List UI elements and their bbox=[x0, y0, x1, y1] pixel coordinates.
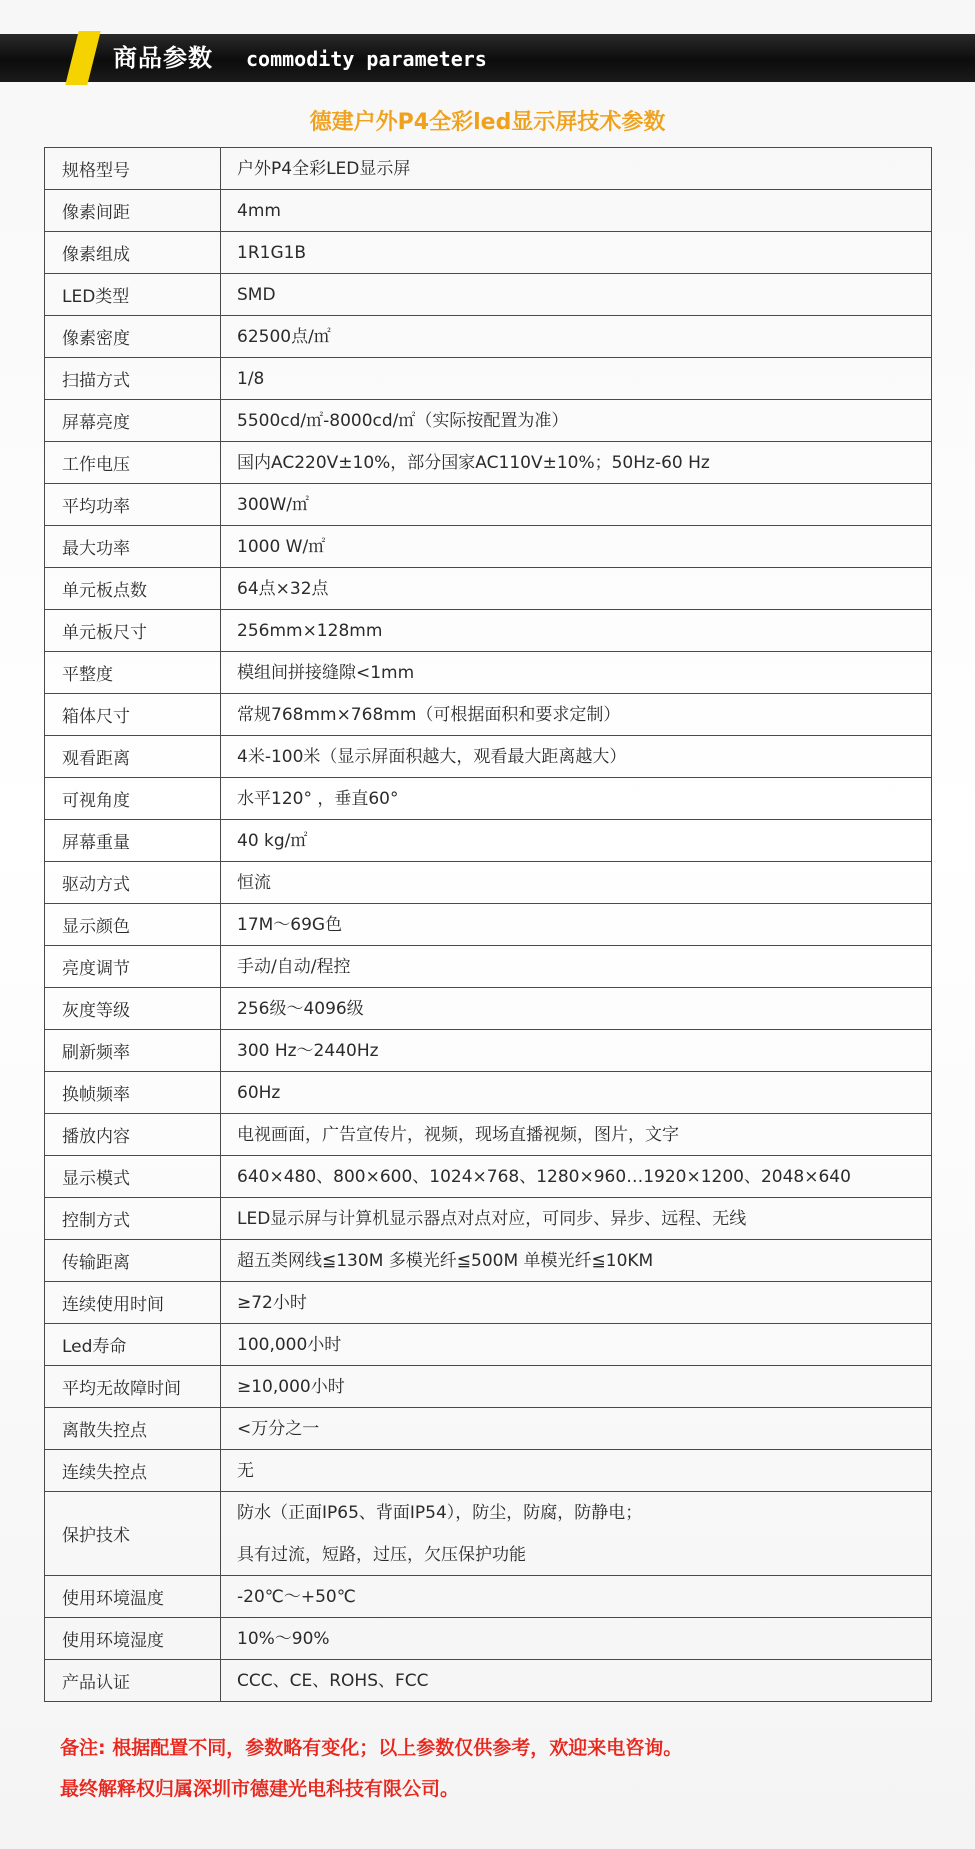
param-value-line: 256级～4096级 bbox=[237, 998, 364, 1019]
param-name: 显示模式 bbox=[45, 1156, 221, 1198]
param-name: 观看距离 bbox=[45, 736, 221, 778]
param-name: 平整度 bbox=[45, 652, 221, 694]
param-value bbox=[221, 1114, 932, 1156]
param-value bbox=[221, 610, 932, 652]
param-name: 规格型号 bbox=[45, 148, 221, 190]
param-value-line: 户外P4全彩LED显示屏 bbox=[237, 158, 411, 179]
footer-rights: 最终解释权归属深圳市德建光电科技有限公司。 bbox=[60, 1778, 460, 1800]
param-value-line: 具有过流，短路，过压，欠压保护功能 bbox=[237, 1544, 526, 1565]
param-name: 像素密度 bbox=[45, 316, 221, 358]
param-value bbox=[221, 190, 932, 232]
param-value-line: 1000 W/㎡ bbox=[237, 536, 326, 557]
param-value-line: 4mm bbox=[237, 200, 281, 221]
param-value-line: 5500cd/㎡-8000cd/㎡（实际按配置为准） bbox=[237, 410, 569, 431]
param-value bbox=[221, 1156, 932, 1198]
param-value bbox=[221, 1492, 932, 1576]
table-row bbox=[45, 1450, 932, 1492]
param-value bbox=[221, 652, 932, 694]
table-row bbox=[45, 358, 932, 400]
param-value-line: 300W/㎡ bbox=[237, 494, 309, 515]
param-name: Led寿命 bbox=[45, 1324, 221, 1366]
param-value-line: 电视画面，广告宣传片，视频，现场直播视频，图片，文字 bbox=[237, 1124, 679, 1145]
table-row bbox=[45, 1156, 932, 1198]
header-title-en: commodity parameters bbox=[246, 47, 487, 71]
param-value bbox=[221, 442, 932, 484]
param-name: 亮度调节 bbox=[45, 946, 221, 988]
param-name: 屏幕重量 bbox=[45, 820, 221, 862]
param-value bbox=[221, 1072, 932, 1114]
param-value bbox=[221, 1030, 932, 1072]
table-row bbox=[45, 904, 932, 946]
param-value-line: ≥72小时 bbox=[237, 1292, 307, 1313]
param-value bbox=[221, 1282, 932, 1324]
param-name: 播放内容 bbox=[45, 1114, 221, 1156]
param-value-line: 40 kg/㎡ bbox=[237, 830, 308, 851]
param-value bbox=[221, 1576, 932, 1618]
table-row bbox=[45, 442, 932, 484]
table-row bbox=[45, 148, 932, 190]
param-value-line: 62500点/㎡ bbox=[237, 326, 331, 347]
param-value-line: 100,000小时 bbox=[237, 1334, 342, 1355]
param-value bbox=[221, 1240, 932, 1282]
table-row bbox=[45, 1324, 932, 1366]
param-name: 箱体尺寸 bbox=[45, 694, 221, 736]
param-value-line: 恒流 bbox=[237, 872, 271, 893]
param-name: LED类型 bbox=[45, 274, 221, 316]
param-name: 灰度等级 bbox=[45, 988, 221, 1030]
param-value bbox=[221, 274, 932, 316]
param-value-line: SMD bbox=[237, 284, 276, 305]
param-value bbox=[221, 988, 932, 1030]
param-value bbox=[221, 1450, 932, 1492]
param-name: 使用环境温度 bbox=[45, 1576, 221, 1618]
param-name: 单元板点数 bbox=[45, 568, 221, 610]
param-value bbox=[221, 400, 932, 442]
param-value bbox=[221, 820, 932, 862]
param-name: 换帧频率 bbox=[45, 1072, 221, 1114]
param-value bbox=[221, 526, 932, 568]
table-row bbox=[45, 1072, 932, 1114]
param-name: 最大功率 bbox=[45, 526, 221, 568]
param-value bbox=[221, 862, 932, 904]
param-value-line: 10%～90% bbox=[237, 1628, 330, 1649]
param-name: 单元板尺寸 bbox=[45, 610, 221, 652]
table-row bbox=[45, 190, 932, 232]
param-value-line: 手动/自动/程控 bbox=[237, 956, 351, 977]
parameter-table bbox=[44, 147, 932, 1702]
param-value-line: 256mm×128mm bbox=[237, 620, 383, 641]
param-value-line: 模组间拼接缝隙<1mm bbox=[237, 662, 415, 683]
table-title: 德建户外P4全彩led显示屏技术参数 bbox=[309, 110, 666, 135]
param-value bbox=[221, 358, 932, 400]
table-row bbox=[45, 274, 932, 316]
table-row bbox=[45, 568, 932, 610]
header-title-cn: 商品参数 bbox=[113, 44, 213, 72]
table-row bbox=[45, 484, 932, 526]
param-value-line: 1R1G1B bbox=[237, 242, 307, 263]
table-row bbox=[45, 1198, 932, 1240]
param-name: 控制方式 bbox=[45, 1198, 221, 1240]
param-value bbox=[221, 232, 932, 274]
param-value-line: 水平120° ，垂直60° bbox=[237, 788, 399, 809]
param-value-line: 4米-100米（显示屏面积越大，观看最大距离越大） bbox=[237, 746, 627, 767]
table-row bbox=[45, 1660, 932, 1702]
table-row bbox=[45, 1366, 932, 1408]
param-value bbox=[221, 316, 932, 358]
param-value bbox=[221, 1408, 932, 1450]
table-row bbox=[45, 1282, 932, 1324]
table-row bbox=[45, 1030, 932, 1072]
param-value bbox=[221, 694, 932, 736]
footer-note: 备注: 根据配置不同，参数略有变化；以上参数仅供参考，欢迎来电咨询。 bbox=[60, 1737, 683, 1759]
param-name: 平均无故障时间 bbox=[45, 1366, 221, 1408]
param-value-line: 超五类网线≦130M 多模光纤≦500M 单模光纤≦10KM bbox=[237, 1250, 654, 1271]
table-row bbox=[45, 988, 932, 1030]
param-name: 可视角度 bbox=[45, 778, 221, 820]
param-value-line: 300 Hz～2440Hz bbox=[237, 1040, 379, 1061]
param-name: 工作电压 bbox=[45, 442, 221, 484]
table-row bbox=[45, 400, 932, 442]
table-row bbox=[45, 610, 932, 652]
param-value bbox=[221, 148, 932, 190]
param-name: 扫描方式 bbox=[45, 358, 221, 400]
param-value-line: -20℃～+50℃ bbox=[237, 1586, 356, 1607]
table-row bbox=[45, 946, 932, 988]
param-value bbox=[221, 1324, 932, 1366]
table-row bbox=[45, 862, 932, 904]
param-value-line: 常规768mm×768mm（可根据面积和要求定制） bbox=[237, 704, 621, 725]
param-value-line: 1/8 bbox=[237, 368, 265, 389]
param-value bbox=[221, 946, 932, 988]
table-row bbox=[45, 232, 932, 274]
table-row bbox=[45, 1492, 932, 1576]
param-value-line: ≥10,000小时 bbox=[237, 1376, 345, 1397]
param-value-line: 64点×32点 bbox=[237, 578, 329, 599]
table-row bbox=[45, 820, 932, 862]
table-row bbox=[45, 736, 932, 778]
param-value-line: <万分之一 bbox=[237, 1418, 320, 1439]
param-name: 离散失控点 bbox=[45, 1408, 221, 1450]
param-name: 连续失控点 bbox=[45, 1450, 221, 1492]
param-name: 传输距离 bbox=[45, 1240, 221, 1282]
param-value-line: 无 bbox=[237, 1460, 254, 1481]
table-row bbox=[45, 316, 932, 358]
param-value bbox=[221, 904, 932, 946]
table-row bbox=[45, 1618, 932, 1660]
table-row bbox=[45, 1408, 932, 1450]
param-name: 刷新频率 bbox=[45, 1030, 221, 1072]
table-row bbox=[45, 526, 932, 568]
param-value bbox=[221, 1660, 932, 1702]
param-name: 平均功率 bbox=[45, 484, 221, 526]
param-value-line: 国内AC220V±10%，部分国家AC110V±10%；50Hz-60 Hz bbox=[237, 452, 710, 473]
param-value-line: 17M～69G色 bbox=[237, 914, 343, 935]
param-name: 产品认证 bbox=[45, 1660, 221, 1702]
table-row bbox=[45, 1576, 932, 1618]
table-row bbox=[45, 778, 932, 820]
param-value-line: 防水（正面IP65、背面IP54），防尘，防腐，防静电； bbox=[237, 1502, 643, 1523]
param-name: 保护技术 bbox=[45, 1492, 221, 1576]
param-value-line: 60Hz bbox=[237, 1082, 281, 1103]
param-value bbox=[221, 778, 932, 820]
param-name: 像素间距 bbox=[45, 190, 221, 232]
param-name: 显示颜色 bbox=[45, 904, 221, 946]
table-row bbox=[45, 1114, 932, 1156]
param-name: 连续使用时间 bbox=[45, 1282, 221, 1324]
param-value bbox=[221, 568, 932, 610]
param-value bbox=[221, 1366, 932, 1408]
table-row bbox=[45, 652, 932, 694]
param-value-line: CCC、CE、ROHS、FCC bbox=[237, 1670, 429, 1691]
param-value bbox=[221, 736, 932, 778]
table-row bbox=[45, 694, 932, 736]
param-value bbox=[221, 1618, 932, 1660]
param-value-line: LED显示屏与计算机显示器点对点对应，可同步、异步、远程、无线 bbox=[237, 1208, 747, 1229]
param-name: 驱动方式 bbox=[45, 862, 221, 904]
param-name: 屏幕亮度 bbox=[45, 400, 221, 442]
param-name: 使用环境湿度 bbox=[45, 1618, 221, 1660]
param-value bbox=[221, 484, 932, 526]
table-row bbox=[45, 1240, 932, 1282]
param-name: 像素组成 bbox=[45, 232, 221, 274]
param-value-line: 640×480、800×600、1024×768、1280×960…1920×1200、2048×640 bbox=[237, 1166, 851, 1187]
param-value bbox=[221, 1198, 932, 1240]
